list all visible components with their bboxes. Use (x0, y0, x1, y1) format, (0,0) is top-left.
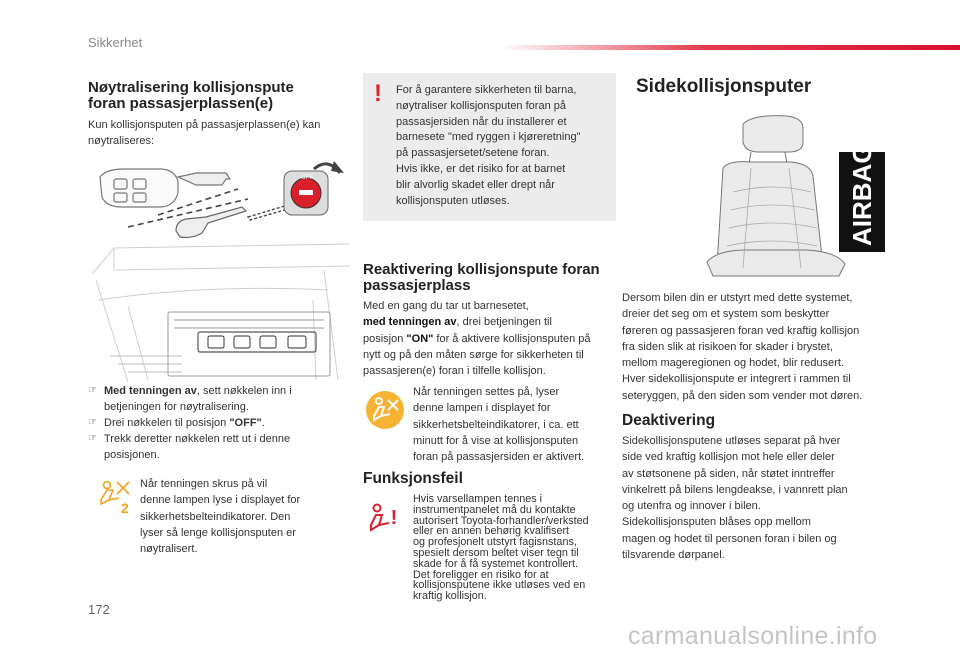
left-note-line3: sikkerhetsbelteindikatorer. Den (140, 510, 291, 523)
side-body-line: dreier det seg om et system som beskytter (622, 308, 830, 321)
step-2-end: . (261, 417, 265, 429)
neutralisation-title-line1: Nøytralisering kollisjonspute (88, 79, 294, 96)
deactivation-line: vinkelrett på bilens lengdeakse, i vannrett plan (622, 483, 848, 496)
malfunction-line: Hvis varsellampen tennes i (413, 493, 543, 505)
side-airbags-title (636, 76, 811, 98)
neutralisation-title-line2: foran passasjerplassen(e) (88, 95, 274, 112)
key-blade-icon (176, 207, 246, 238)
reactivation-note-line: minutt for å vise at kollisjonsputen (413, 434, 579, 447)
neutralisation-steps (88, 383, 358, 463)
malfunction-line: autorisert Toyota-forhandler/verksted (413, 514, 589, 527)
reactivation-line4: nytt og på den måten sørge for sikkerheten til (363, 348, 584, 361)
reactivation-title-line2: passasjerplass (363, 277, 471, 294)
warning-line: Hvis ikke, er det risiko for at barnet (396, 162, 566, 175)
reactivation-note-line: Når tenningen settes på, lyser (413, 386, 560, 398)
left-note-line4: lyser så lenge kollisjonsputen er (140, 526, 296, 539)
side-body-line: Dersom bilen din er utstyrt med dette systemet, (622, 292, 853, 304)
left-note-line5: nøytralisert. (140, 543, 198, 556)
step-3-line2: posisjonen. (104, 449, 160, 461)
left-note-text (140, 476, 355, 557)
neutralisation-intro (88, 117, 358, 150)
step-1-line2: betjeningen for nøytralisering. (104, 401, 249, 413)
reactivation-line2-rest: , drei betjeningen til (456, 316, 552, 329)
intro-line2: nøytraliseres: (88, 135, 155, 148)
reactivation-note-line: denne lampen i displayet for (413, 402, 551, 415)
reactivation-note (413, 384, 613, 465)
side-airbags-body (622, 290, 892, 404)
watermark: carmanualsonline.info (628, 622, 878, 650)
header-accent-line (500, 45, 960, 50)
malfunction-text (413, 494, 618, 602)
step-2-bold: "OFF" (229, 417, 262, 429)
reactivation-title (363, 262, 623, 294)
passenger-airbag-on-icon (365, 390, 405, 430)
reactivation-note-line: foran på passasjersiden er aktivert. (413, 451, 585, 464)
malfunction-line: kraftig kollisjon. (413, 590, 487, 603)
seat-illustration (703, 112, 887, 279)
dashboard-glovebox-illustration (88, 240, 360, 382)
deactivation-line: tilsvarende dørpanel. (622, 549, 725, 562)
warning-line: på passasjersetet/setene foran. (396, 147, 550, 160)
reactivation-line2-bold: med tenningen av (363, 316, 457, 329)
malfunction-line: eller en annen behørig kvalifisert (413, 525, 570, 538)
warning-line: blir alvorlig skadet eller drept når (396, 178, 555, 191)
deactivation-line: av støtsonene på siden, når støtet inntreffer (622, 467, 835, 480)
reactivation-line3-pre: posisjon (363, 332, 407, 345)
malfunction-title (363, 470, 463, 488)
side-body-line: seteryggen, på den siden som vender mot døren. (622, 389, 863, 402)
neutralisation-title (88, 80, 348, 112)
reactivation-line5: passasjeren(e) foran i tilfelle kollisjon. (363, 365, 546, 378)
deactivation-title (622, 412, 715, 430)
step-3-line1: Trekk deretter nøkkelen rett ut i denne (104, 433, 291, 445)
deactivation-line: og utenfra og innover i bilen. (622, 500, 761, 513)
warning-text (396, 83, 608, 209)
side-body-line: Hver sidekollisjonspute er integrert i rammen til (622, 373, 851, 386)
left-note-line1: Når tenningen skrus på vil (140, 478, 268, 490)
step-2-text: Drei nøkkelen til posisjon (104, 417, 230, 429)
warning-line: passasjersiden når du installerer et (396, 115, 567, 128)
step-2 (88, 415, 358, 431)
airbag-fault-icon (365, 500, 405, 540)
deactivation-line: magen og hodet til personen foran i bilen og (622, 532, 837, 545)
deactivation-line: Sidekollisjonsputene utløses separat på hver (622, 435, 841, 447)
intro-line1: Kun kollisjonsputen på passasjerplassen(e) kan (88, 119, 321, 131)
neutralisation-switch-icon (284, 171, 328, 215)
side-airbags-title-text: Sidekollisjonsputer (636, 76, 812, 97)
passenger-airbag-off-icon (95, 476, 135, 516)
malfunction-line: kollisjonsputene ikke utløses ved en (413, 579, 586, 592)
reactivation-line3-bold: "ON" (406, 332, 434, 345)
window-switch-panel (198, 332, 316, 352)
warning-line: kollisjonsputen utløses. (396, 194, 510, 207)
step-1-rest: , sett nøkkelen inn i (196, 385, 292, 397)
deactivation-text (622, 433, 892, 563)
warning-line: For å garantere sikkerheten til barna, (396, 84, 577, 96)
malfunction-line: og profesjonelt utstyrt fagisnstans, (413, 536, 577, 549)
page-number: 172 (88, 602, 110, 617)
airbag-badge (839, 143, 885, 252)
deactivation-title-text: Deaktivering (622, 412, 716, 429)
reactivation-title-line1: Reaktivering kollisjonspute foran (363, 261, 600, 278)
off-label: OFF (301, 175, 313, 181)
step-3 (88, 431, 358, 463)
key-fob-icon (100, 169, 230, 207)
warning-line: nøytraliser kollisjonsputen foran på (396, 99, 566, 112)
malfunction-line: Det foreligger en risiko for at (413, 568, 549, 581)
reactivation-note-line: sikkerhetsbelteindikatorer, i ca. ett (413, 418, 579, 431)
malfunction-line: instrumentpanelet må du kontakte (413, 503, 576, 516)
reactivation-line3-rest: for å aktivere kollisjonsputen på (433, 332, 591, 345)
step-1-bold: Med tenningen av (104, 385, 197, 397)
deactivation-line: side ved kraftig kollisjon mot hele eller deler (622, 451, 835, 464)
warning-icon: ! (374, 80, 382, 107)
side-body-line: føreren og passasjeren foran ved kraftig kollisjon (622, 324, 860, 337)
step-1 (88, 383, 358, 415)
deactivation-line: Sidekollisjonsputen blåses opp mellom (622, 516, 811, 529)
airbag-badge-text: AIRBAG (847, 143, 877, 246)
svg-text:2: 2 (121, 500, 129, 516)
reactivation-text (363, 298, 623, 379)
side-body-line: mellom mageregionen og hodet, blir redusert. (622, 357, 844, 370)
side-body-line: fra siden slik at risikoen for skader i brystet, (622, 340, 833, 353)
warning-line: barnesete "med ryggen i kjøreretning" (396, 131, 581, 144)
svg-text:!: ! (390, 507, 398, 529)
malfunction-title-text: Funksjonsfeil (363, 470, 463, 487)
malfunction-line: spesielt dersom beltet viser tegn til (413, 546, 579, 559)
left-note-line2: denne lampen lyse i displayet for (140, 494, 301, 507)
section-label: Sikkerhet (88, 35, 143, 50)
malfunction-line: skade for å få systemet kontrollert. (413, 557, 579, 570)
reactivation-line1: Med en gang du tar ut barnesetet, (363, 300, 529, 312)
